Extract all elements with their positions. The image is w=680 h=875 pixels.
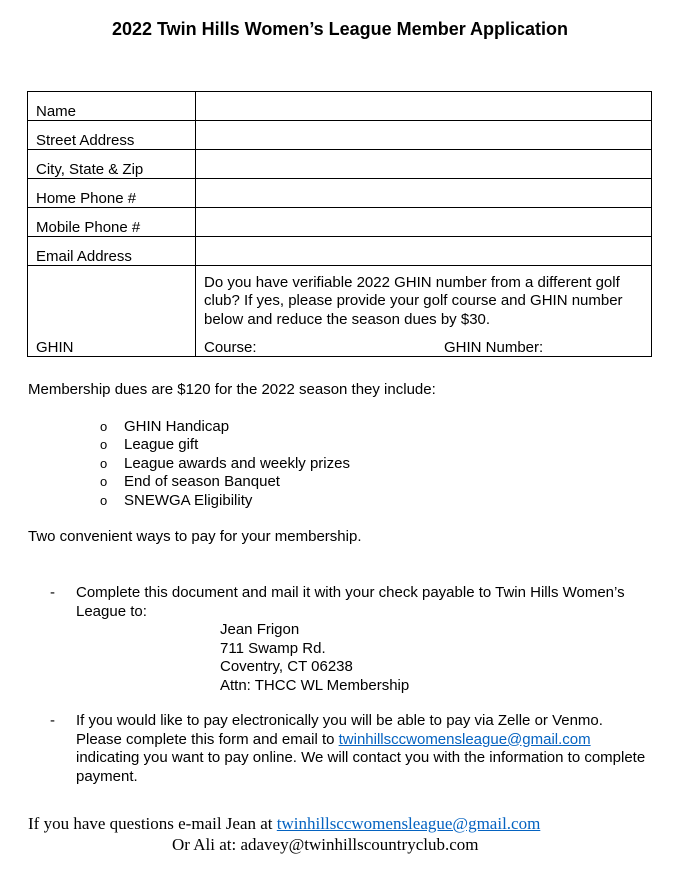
bullet-icon: o: [100, 474, 108, 490]
dash-bullet: -: [50, 584, 55, 601]
online-text: indicating you want to pay online. We will contact you with the information to complete payment.: [76, 749, 646, 785]
form-row-mobile-phone: [28, 208, 652, 237]
home-phone-field[interactable]: [196, 179, 652, 208]
ghin-field[interactable]: [196, 266, 652, 357]
benefits-list: [100, 417, 350, 510]
name-field[interactable]: [196, 92, 652, 121]
email-address-field[interactable]: [196, 237, 652, 266]
form-label: Email Address: [28, 237, 196, 266]
email-link[interactable]: twinhillsccwomensleague@gmail.com: [338, 730, 591, 748]
footer-email-link[interactable]: twinhillsccwomensleague@gmail.com: [276, 814, 541, 833]
footer-line-1: [28, 814, 628, 834]
course-label: Course:: [204, 339, 257, 356]
dash-bullet: -: [50, 712, 55, 729]
online-instructions: [76, 712, 650, 786]
address-line: 711 Swamp Rd.: [220, 639, 326, 657]
ghin-inputs: [204, 339, 643, 356]
list-item: [100, 473, 350, 492]
payment-intro: Two convenient ways to pay for your membership.: [28, 528, 362, 545]
form-label: Mobile Phone #: [28, 208, 196, 237]
street-address-field[interactable]: [196, 121, 652, 150]
bullet-icon: o: [100, 418, 108, 434]
form-label: GHIN: [28, 266, 196, 357]
list-item: [100, 454, 350, 473]
form-label: Name: [28, 92, 196, 121]
address-line: Jean Frigon: [220, 621, 300, 638]
form-label: Street Address: [28, 121, 196, 150]
benefit-text: League awards and weekly prizes: [124, 454, 350, 472]
form-row-name: [28, 92, 652, 121]
mail-instructions: Complete this document and mail it with your check payable to Twin Hills Women’s League to:: [76, 584, 625, 620]
online-payment-option: [50, 712, 650, 786]
form-row-street: [28, 121, 652, 150]
address-line: Coventry, CT 06238: [220, 658, 353, 675]
form-row-home-phone: [28, 179, 652, 208]
city-state-zip-field[interactable]: [196, 150, 652, 179]
form-label: City, State & Zip: [28, 150, 196, 179]
bullet-icon: o: [100, 437, 108, 453]
address-line: Attn: THCC WL Membership: [220, 676, 410, 694]
online-text: If you would like to pay electronically you will be able to pay via Zelle or Venmo. Please complete this form and email to: [76, 712, 603, 748]
application-form-table: [27, 91, 652, 357]
page-title: 2022 Twin Hills Women’s League Member Application: [111, 19, 569, 39]
ghin-number-label: GHIN Number:: [444, 339, 544, 356]
form-row-city: [28, 150, 652, 179]
benefit-text: SNEWGA Eligibility: [124, 491, 253, 509]
benefit-text: End of season Banquet: [124, 473, 280, 491]
bullet-icon: o: [100, 455, 108, 471]
form-row-email: [28, 237, 652, 266]
mailing-address: [220, 621, 650, 695]
ghin-question: Do you have verifiable 2022 GHIN number from a different golf club? If yes, please provide your golf course and GHIN number below and reduce the season dues by $30.: [204, 273, 623, 328]
bullet-icon: o: [100, 492, 108, 508]
list-item: [100, 436, 350, 455]
footer-line-2: Or Ali at: adavey@twinhillscountryclub.com: [172, 835, 479, 854]
dues-text: Membership dues are $120 for the 2022 season they include:: [28, 381, 436, 398]
footer-text: If you have questions e-mail Jean at: [28, 814, 277, 833]
mobile-phone-field[interactable]: [196, 208, 652, 237]
mail-payment-option: [50, 584, 650, 695]
list-item: [100, 417, 350, 436]
list-item: [100, 491, 350, 510]
form-row-ghin: [28, 266, 652, 357]
benefit-text: GHIN Handicap: [124, 417, 230, 435]
form-label: Home Phone #: [28, 179, 196, 208]
benefit-text: League gift: [124, 436, 199, 454]
